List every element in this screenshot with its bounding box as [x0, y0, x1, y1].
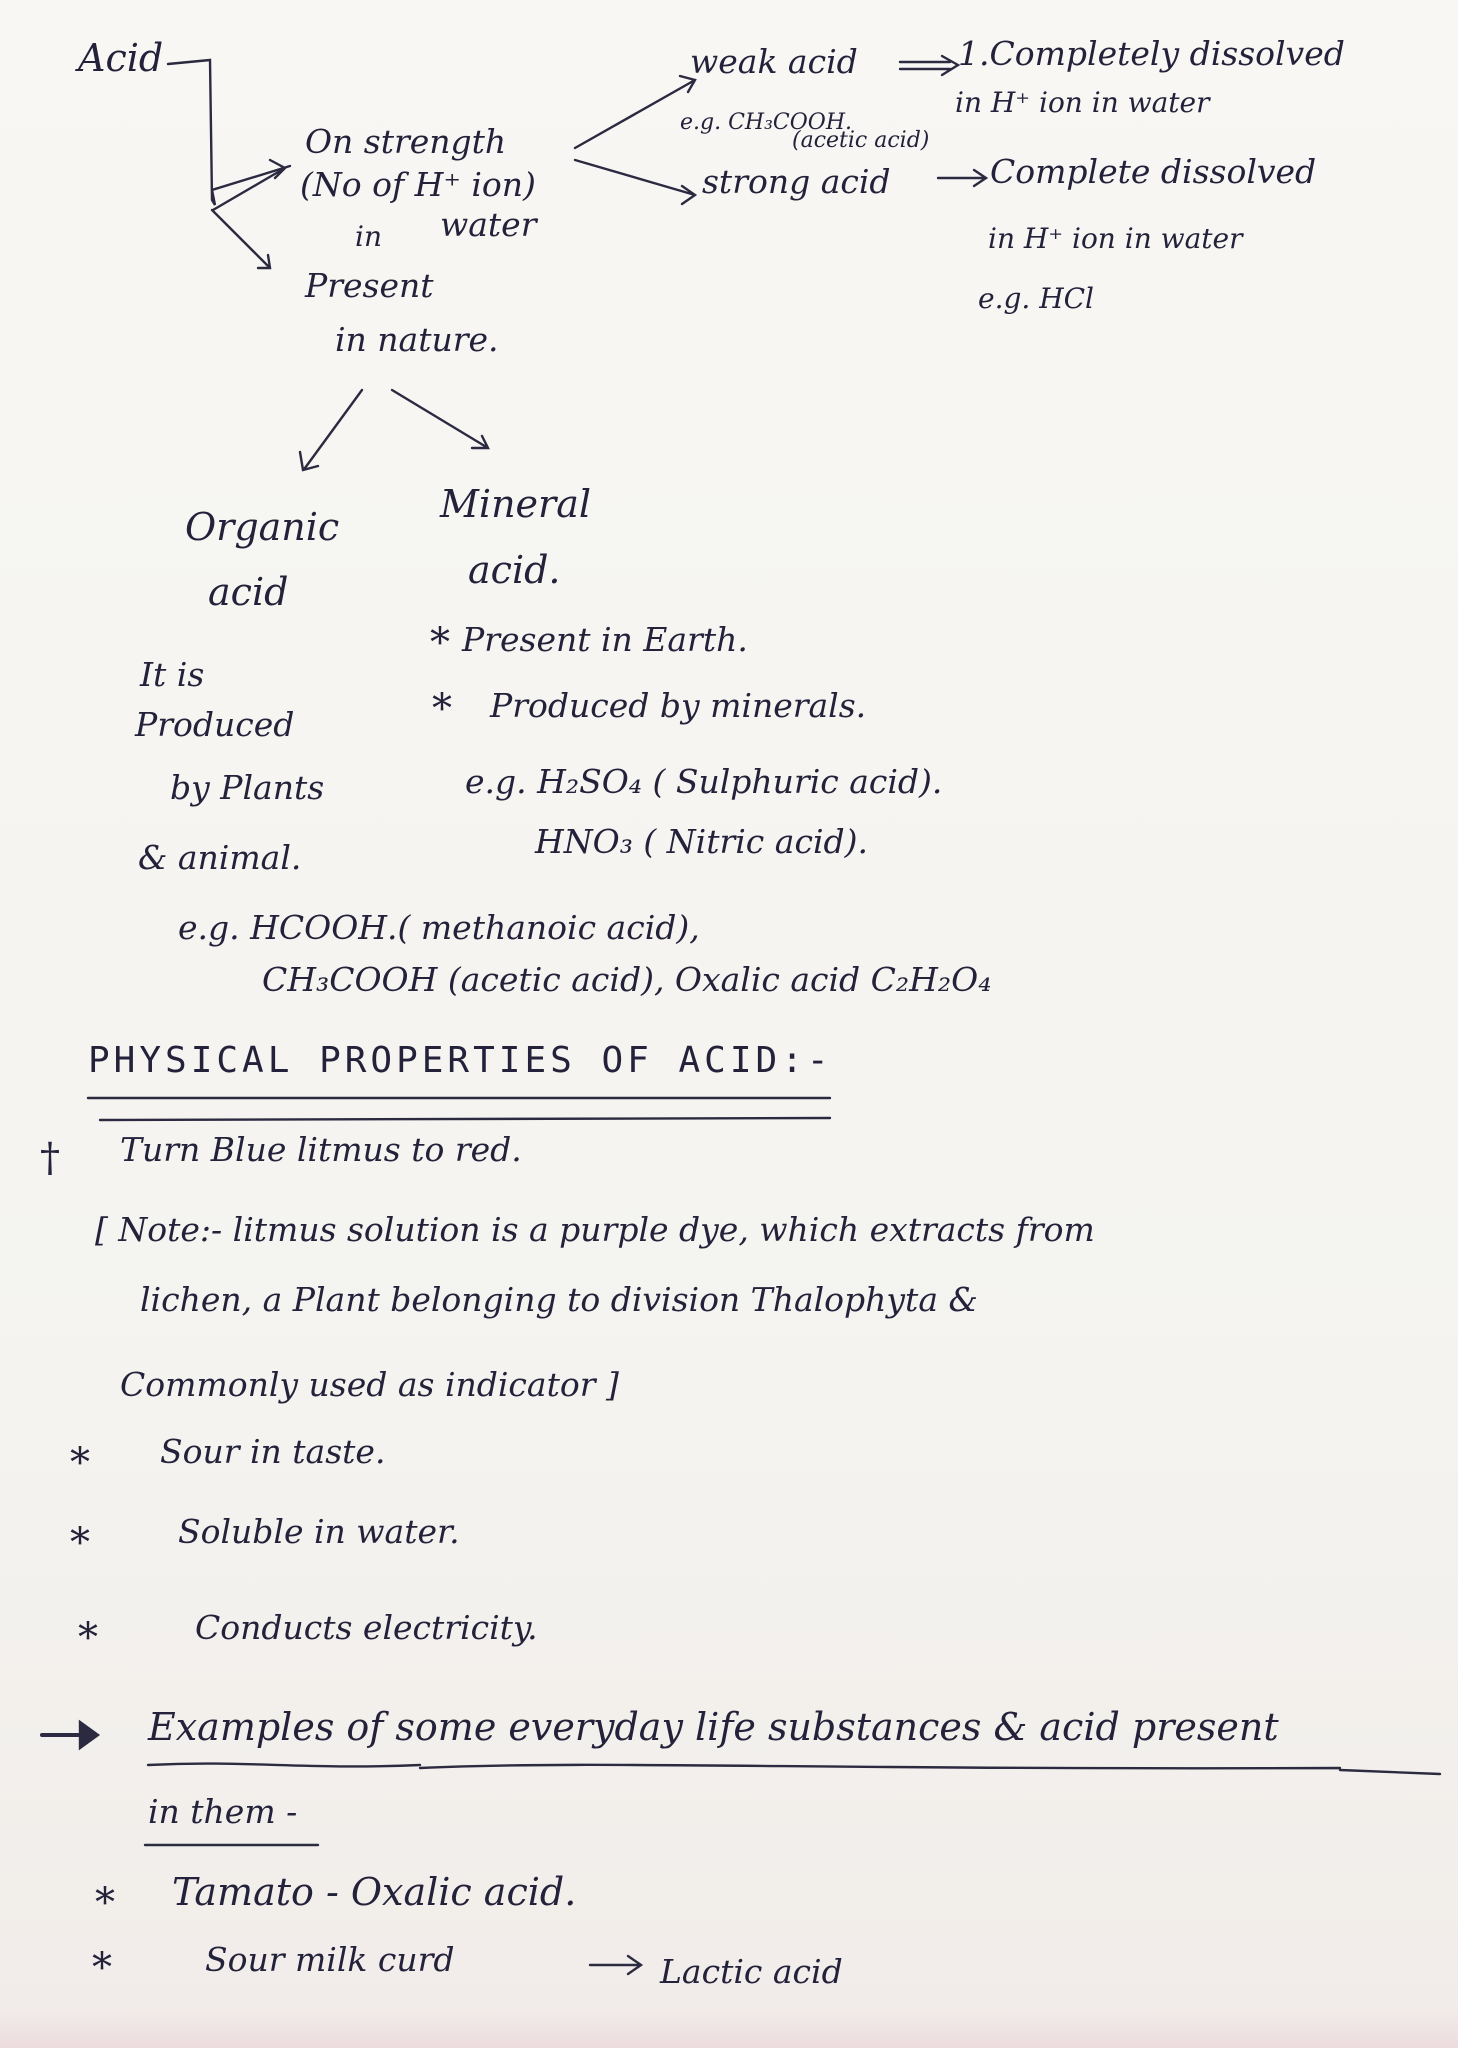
examples-title-1: Examples of some everyday life substances & acid present [148, 1705, 1279, 1749]
present-line-2: in nature. [335, 320, 499, 359]
example-lactic: Lactic acid [660, 1952, 843, 1991]
strong-desc-1: Complete dissolved [990, 152, 1317, 191]
arrow-curd-lactic [590, 1956, 641, 1974]
note-line-1: [ Note:- litmus solution is a purple dye, which extracts from [95, 1210, 1095, 1249]
organic-desc-3: by Plants [170, 768, 325, 807]
heading-underline-2 [100, 1118, 830, 1120]
arrow-to-mineral [392, 390, 488, 448]
property-sour: Sour in taste. [160, 1432, 386, 1471]
present-line-1: Present [305, 266, 434, 305]
arrow-to-present [212, 210, 270, 268]
strong-example: e.g. HCl [978, 282, 1094, 315]
litmus-property: Turn Blue litmus to red. [120, 1130, 522, 1169]
examples-title-2: in them - [148, 1792, 298, 1831]
bullet-cross-icon: † [40, 1135, 60, 1181]
arrow-to-strength [213, 160, 285, 210]
bullet-star-icon: * [95, 1880, 115, 1926]
arrow-to-organic [300, 390, 362, 470]
acid-title: Acid [78, 36, 164, 80]
bullet-star-icon: * [430, 620, 450, 666]
mineral-title-1: Mineral [440, 482, 591, 526]
strength-line-1: On strength [305, 122, 507, 161]
strength-line-4: water [440, 205, 537, 244]
weak-example: e.g. CH₃COOH. [680, 110, 853, 135]
property-soluble: Soluble in water. [178, 1512, 460, 1551]
strong-acid-label: strong acid [702, 162, 891, 201]
organic-example-1: e.g. HCOOH.( methanoic acid), [178, 908, 700, 947]
mineral-example-2: HNO₃ ( Nitric acid). [535, 822, 868, 861]
bullet-star-icon: * [432, 686, 452, 732]
bullet-star-icon: * [70, 1440, 90, 1486]
weak-desc-1: 1.Completely dissolved [958, 34, 1345, 73]
strength-line-3: in [355, 220, 382, 253]
examples-underline [148, 1764, 1440, 1774]
bullet-star-icon: * [78, 1615, 98, 1661]
organic-desc-4: & animal. [138, 838, 302, 877]
arrow-to-strong [575, 160, 695, 204]
examples-bullet-head [80, 1722, 98, 1748]
mineral-example-1: e.g. H₂SO₄ ( Sulphuric acid). [465, 762, 943, 801]
physical-properties-heading: PHYSICAL PROPERTIES OF ACID:- [88, 1040, 833, 1081]
mineral-point-2: Produced by minerals. [490, 686, 867, 725]
acid-bracket-line [168, 60, 290, 205]
mineral-title-2: acid. [468, 548, 561, 592]
organic-title-1: Organic [185, 505, 340, 549]
strong-desc-2: in H⁺ ion in water [988, 222, 1243, 255]
weak-acid-label: weak acid [690, 42, 858, 81]
arrow-weak-desc [900, 56, 958, 75]
arrow-strong-desc [938, 170, 986, 186]
weak-desc-2: in H⁺ ion in water [955, 86, 1210, 119]
weak-example-name: (acetic acid) [792, 128, 930, 153]
strength-line-2: (No of H⁺ ion) [300, 165, 536, 204]
organic-title-2: acid [208, 570, 289, 614]
mineral-point-1: Present in Earth. [462, 620, 748, 659]
organic-desc-1: It is [140, 655, 205, 694]
note-line-3: Commonly used as indicator ] [120, 1365, 619, 1404]
property-conducts: Conducts electricity. [195, 1608, 538, 1647]
example-curd: Sour milk curd [205, 1940, 455, 1979]
note-line-2: lichen, a Plant belonging to division Thalophyta & [140, 1280, 978, 1319]
bullet-star-icon: * [92, 1945, 112, 1991]
example-tomato: Tamato - Oxalic acid. [172, 1870, 577, 1914]
organic-desc-2: Produced [135, 705, 295, 744]
bullet-star-icon: * [70, 1520, 90, 1566]
arrow-to-weak [575, 76, 695, 148]
organic-example-2: CH₃COOH (acetic acid), Oxalic acid C₂H₂O₄ [262, 960, 992, 999]
